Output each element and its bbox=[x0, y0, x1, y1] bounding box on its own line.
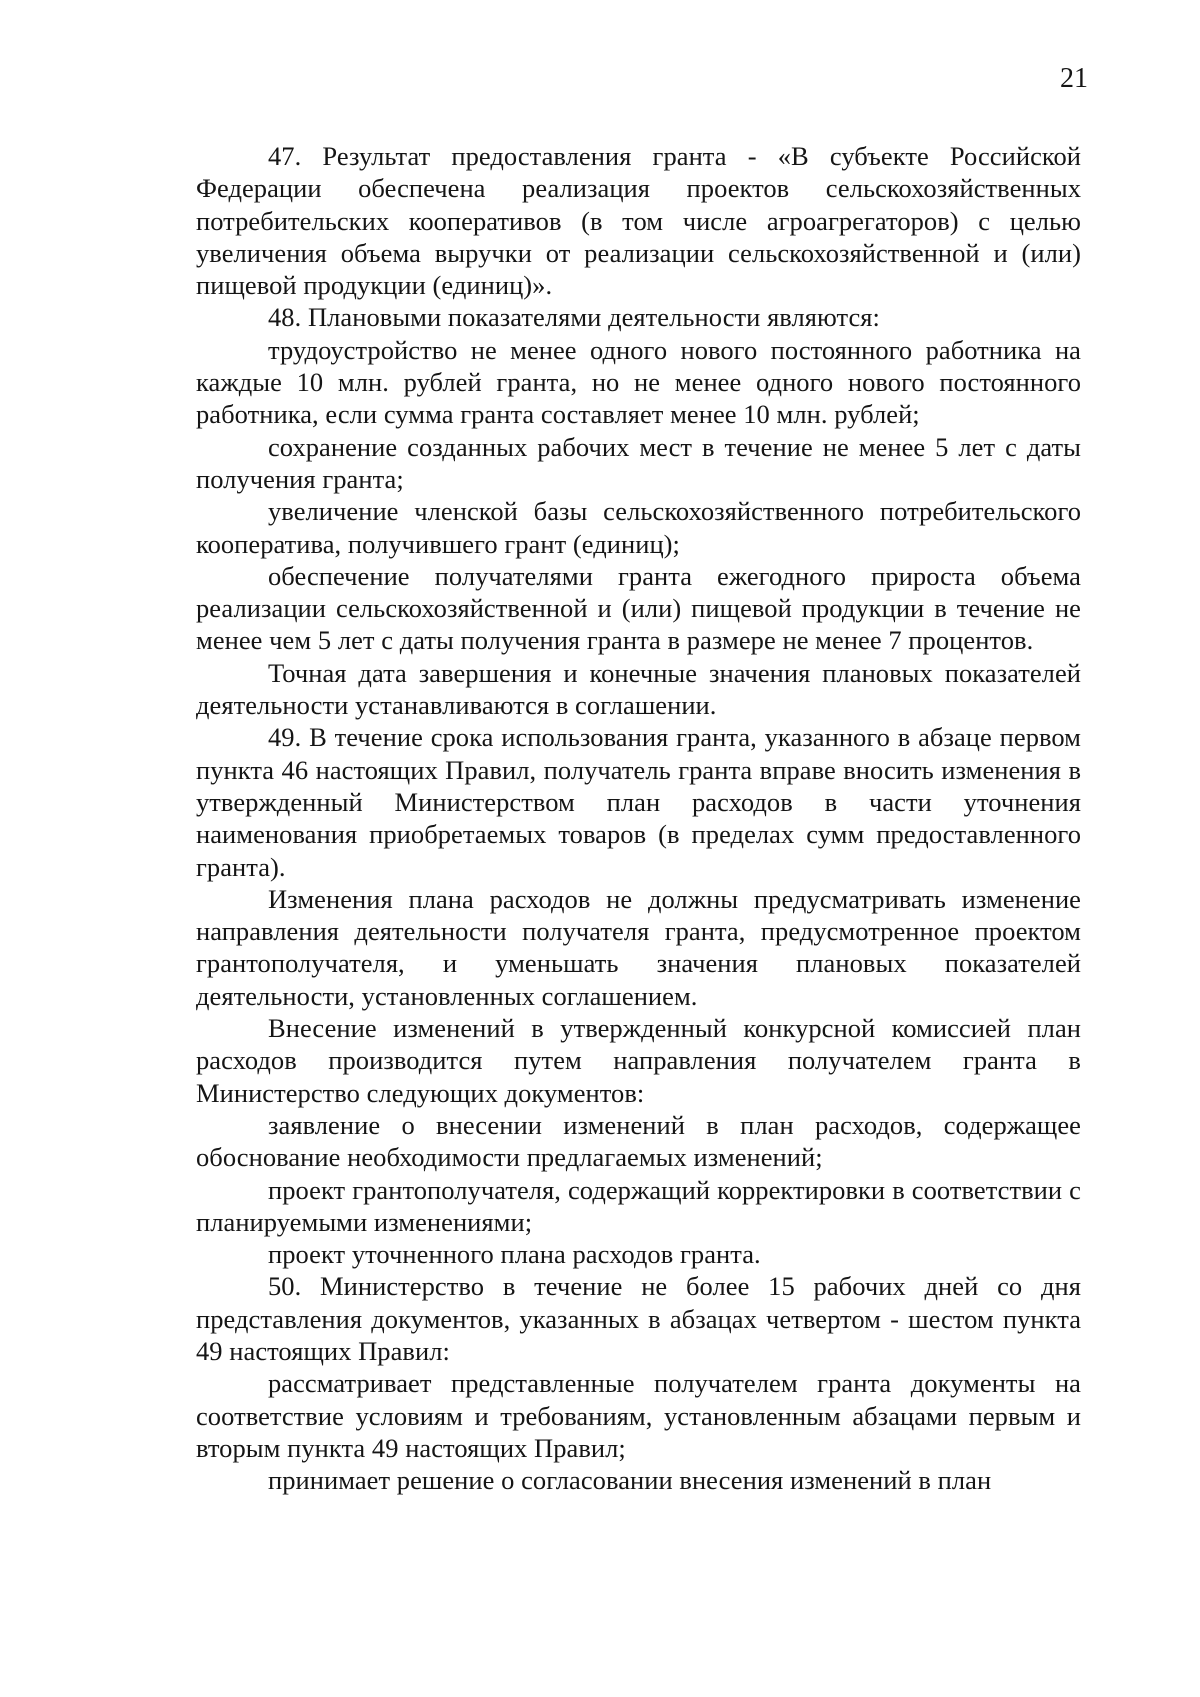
paragraph-49: 49. В течение срока использования гранта, указанного в абзаце первом пункта 46 настоящих Правил, получатель гранта вправе вносить изменения в утвержденный Министерством план расходов в части уточнения наименования приобретаемых товаров (в пределах сумм предоставленного гранта). bbox=[196, 722, 1081, 882]
paragraph-application: заявление о внесении изменений в план расходов, содержащее обоснование необходимости предлагаемых изменений; bbox=[196, 1109, 1081, 1173]
paragraph-amendment-procedure: Внесение изменений в утвержденный конкурсной комиссией план расходов производится путем направления получателем гранта в Министерство следующих документов: bbox=[196, 1013, 1081, 1108]
paragraph-review: рассматривает представленные получателем гранта документы на соответствие условиям и требованиям, установленным абзацами первым и вторым пункта 49 настоящих Правил; bbox=[196, 1368, 1081, 1463]
paragraph-employment: трудоустройство не менее одного нового постоянного работника на каждые 10 млн. рублей гранта, но не менее одного нового постоянного работника, если сумма гранта составляет менее 10 млн. рублей; bbox=[196, 334, 1081, 430]
document-body bbox=[196, 140, 1081, 1496]
paragraph-plan-changes: Изменения плана расходов не должны предусматривать изменение направления деятельности получателя гранта, предусмотренное проектом грантополучателя, и уменьшать значения плановых показателей деятельности, установленных соглашением. bbox=[196, 883, 1081, 1011]
paragraph-exact-date: Точная дата завершения и конечные значения плановых показателей деятельности устанавливаются в соглашении. bbox=[196, 657, 1081, 721]
paragraph-sales-growth: обеспечение получателями гранта ежегодного прироста объема реализации сельскохозяйственной и (или) пищевой продукции в течение не менее чем 5 лет с даты получения гранта в размере не менее 7 процентов. bbox=[196, 560, 1081, 656]
page-number: 21 bbox=[1060, 63, 1088, 94]
paragraph-jobs-preservation: сохранение созданных рабочих мест в течение не менее 5 лет с даты получения гранта; bbox=[196, 431, 1081, 494]
paragraph-project: проект грантополучателя, содержащий корректировки в соответствии с планируемыми изменениями; bbox=[196, 1174, 1081, 1237]
paragraph-refined-plan: проект уточненного плана расходов гранта. bbox=[268, 1239, 761, 1270]
paragraph-decision: принимает решение о согласовании внесения изменений в план bbox=[268, 1465, 992, 1496]
paragraph-50: 50. Министерство в течение не более 15 рабочих дней со дня представления документов, указанных в абзацах четвертом - шестом пункта 49 настоящих Правил: bbox=[196, 1271, 1081, 1366]
paragraph-48: 48. Плановыми показателями деятельности являются: bbox=[268, 302, 880, 333]
paragraph-47: 47. Результат предоставления гранта - «В субъекте Российской Федерации обеспечена реализация проектов сельскохозяйственных потребительских кооперативов (в том числе агроагрегаторов) с целью увеличения объема выручки от реализации сельскохозяйственной и (или) пищевой продукции (единиц)». bbox=[196, 141, 1081, 301]
paragraph-membership-growth: увеличение членской базы сельскохозяйственного потребительского кооператива, получившего грант (единиц); bbox=[196, 496, 1081, 559]
